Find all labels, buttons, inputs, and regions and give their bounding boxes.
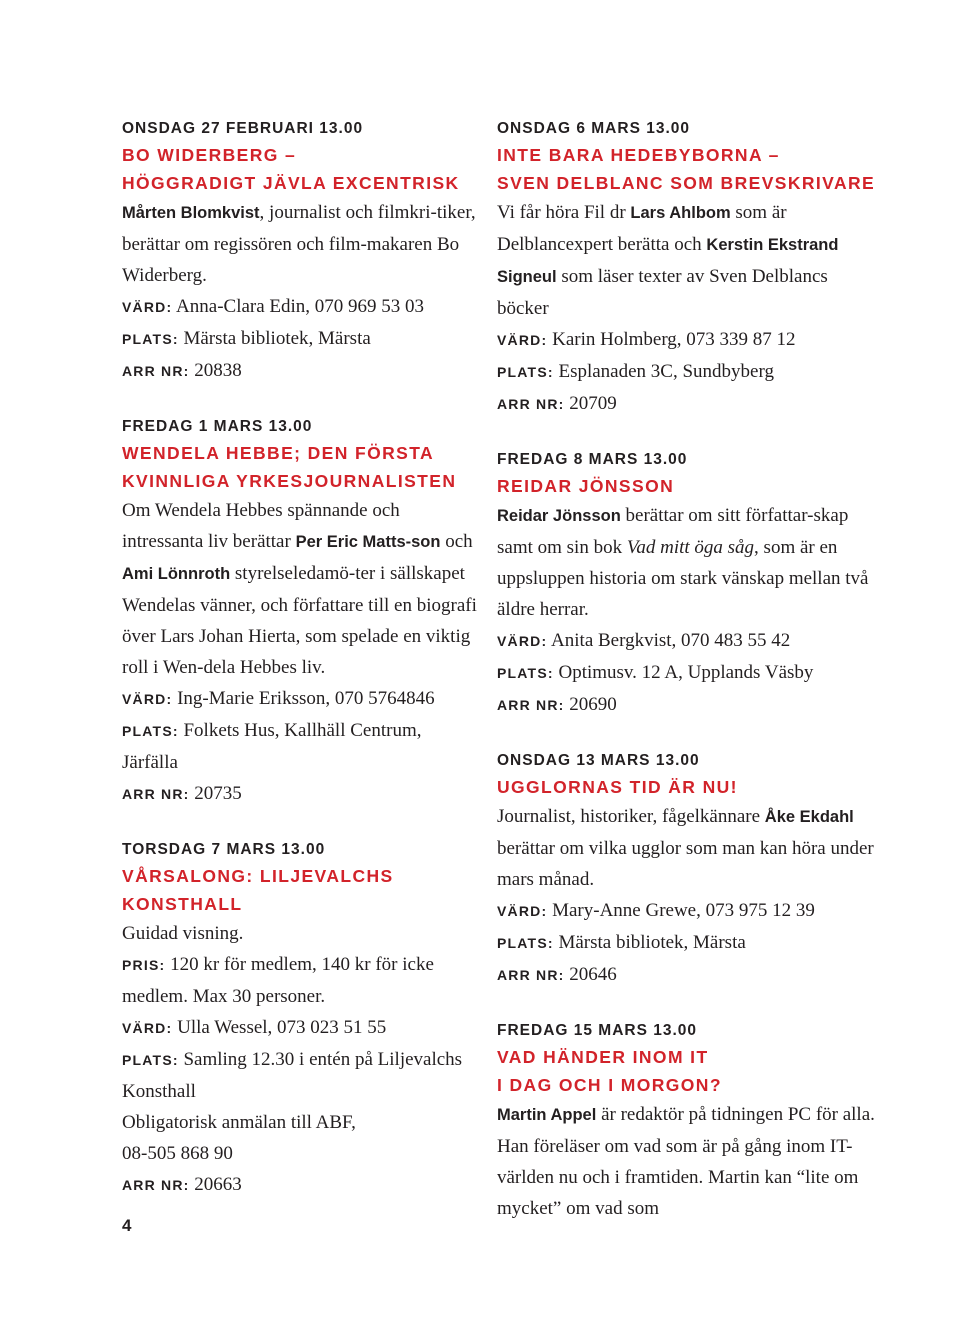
host-line: VÄRD: Mary-Anne Grewe, 073 975 12 39 (497, 900, 815, 921)
event-date: ONSDAG 6 MARS 13.00 (497, 120, 690, 137)
event-wendela-hebbe (122, 415, 482, 810)
event-title-line-1: INTE BARA HEDEBYBORNA – (497, 145, 780, 165)
registration-note: Obligatorisk anmälan till ABF, (122, 1112, 356, 1133)
speaker-name: Mårten Blomkvist (122, 204, 260, 222)
place-line: PLATS: Märsta bibliotek, Märsta (122, 328, 371, 349)
event-description: Om Wendela Hebbes spännande och intressanta liv berättar Per Eric Matts-son och Ami Lönnroth styrelseledamö-ter i sällskapet Wendelas vänner, och författare till en biografi över Lars Johan Hierta, som spelade en viktig roll i Wen-dela Hebbes liv. (122, 500, 477, 678)
event-title-line-1: REIDAR JÖNSSON (497, 476, 675, 496)
event-description: Vi får höra Fil dr Lars Ahlbom som är Delblancexpert berätta och Kerstin Ekstrand Signeul som läser texter av Sven Delblancs böcker (497, 202, 839, 319)
event-date: TORSDAG 7 MARS 13.00 (122, 841, 326, 858)
event-date: FREDAG 1 MARS 13.00 (122, 418, 313, 435)
arr-number-line: ARR NR: 20663 (122, 1174, 242, 1195)
event-title-line-1: VAD HÄNDER INOM IT (497, 1047, 709, 1067)
event-title-line-1: BO WIDERBERG – (122, 145, 297, 165)
speaker-name: Reidar Jönsson (497, 507, 621, 525)
event-description: Mårten Blomkvist, journalist och filmkri-tiker, berättar om regissören och film-makaren Bo Widerberg. (122, 202, 476, 286)
arr-number-line: ARR NR: 20646 (497, 964, 617, 985)
event-date: ONSDAG 13 MARS 13.00 (497, 752, 700, 769)
event-reidar-jonsson (497, 448, 877, 721)
event-title-line-2: KVINNLIGA YRKESJOURNALISTEN (122, 471, 457, 491)
event-title-line-1: UGGLORNAS TID ÄR NU! (497, 777, 738, 797)
registration-phone: 08-505 868 90 (122, 1143, 233, 1164)
speaker-name: Per Eric Matts-son (295, 533, 441, 551)
host-line: VÄRD: Anita Bergkvist, 070 483 55 42 (497, 630, 791, 651)
speaker-name: Ami Lönnroth (122, 565, 231, 583)
host-line: VÄRD: Karin Holmberg, 073 339 87 12 (497, 329, 796, 350)
event-description: Guidad visning. (122, 923, 244, 944)
event-ugglornas-tid (497, 749, 877, 991)
event-title-line-2: SVEN DELBLANC SOM BREVSKRIVARE (497, 173, 876, 193)
event-widerberg (122, 117, 482, 387)
right-column (497, 117, 877, 1252)
event-description: Martin Appel är redaktör på tidningen PC för alla. Han föreläser om vad som är på gång inom IT-världen nu och i framtiden. Martin kan “lite om mycket” om vad som (497, 1104, 875, 1219)
host-line: VÄRD: Ulla Wessel, 073 023 51 55 (122, 1017, 387, 1038)
host-line: VÄRD: Ing-Marie Eriksson, 070 5764846 (122, 688, 435, 709)
event-title-line-1: WENDELA HEBBE; DEN FÖRSTA (122, 443, 435, 463)
event-date: FREDAG 15 MARS 13.00 (497, 1022, 698, 1039)
event-title-line-2: I DAG OCH I MORGON? (497, 1075, 722, 1095)
speaker-name: Åke Ekdahl (764, 808, 854, 826)
left-column (122, 117, 482, 1229)
event-varsalong (122, 838, 482, 1201)
price-line: PRIS: 120 kr för medlem, 140 kr för icke medlem. Max 30 personer. (122, 954, 434, 1007)
host-line: VÄRD: Anna-Clara Edin, 070 969 53 03 (122, 296, 425, 317)
place-line: PLATS: Optimusv. 12 A, Upplands Väsby (497, 662, 814, 683)
place-line: PLATS: Märsta bibliotek, Märsta (497, 932, 746, 953)
place-line: PLATS: Samling 12.30 i entén på Liljevalchs Konsthall (122, 1049, 463, 1102)
event-title-line-1: VÅRSALONG: LILJEVALCHS KONSTHALL (122, 866, 394, 914)
event-date: ONSDAG 27 FEBRUARI 13.00 (122, 120, 364, 137)
place-line: PLATS: Esplanaden 3C, Sundbyberg (497, 361, 774, 382)
arr-number-line: ARR NR: 20735 (122, 783, 242, 804)
event-date: FREDAG 8 MARS 13.00 (497, 451, 688, 468)
arr-number-line: ARR NR: 20838 (122, 360, 242, 381)
event-delblanc (497, 117, 877, 420)
speaker-name: Lars Ahlbom (630, 204, 731, 222)
book-title: Vad mitt öga såg (626, 537, 755, 558)
event-it-idag (497, 1019, 877, 1224)
arr-number-line: ARR NR: 20690 (497, 694, 617, 715)
speaker-name: Martin Appel (497, 1106, 597, 1124)
page-number: 4 (122, 1216, 132, 1235)
event-description: Reidar Jönsson berättar om sitt författar-skap samt om sin bok Vad mitt öga såg, som är en uppsluppen historia om stark vänskap mellan två äldre herrar. (497, 505, 869, 620)
place-line: PLATS: Folkets Hus, Kallhäll Centrum, Järfälla (122, 720, 422, 773)
event-title-line-2: HÖGGRADIGT JÄVLA EXCENTRISK (122, 173, 460, 193)
event-description: Journalist, historiker, fågelkännare Åke Ekdahl berättar om vilka ugglor som man kan höra under mars månad. (497, 806, 874, 890)
speaker-name: Kerstin Ekstrand Signeul (497, 236, 839, 286)
arr-number-line: ARR NR: 20709 (497, 393, 617, 414)
